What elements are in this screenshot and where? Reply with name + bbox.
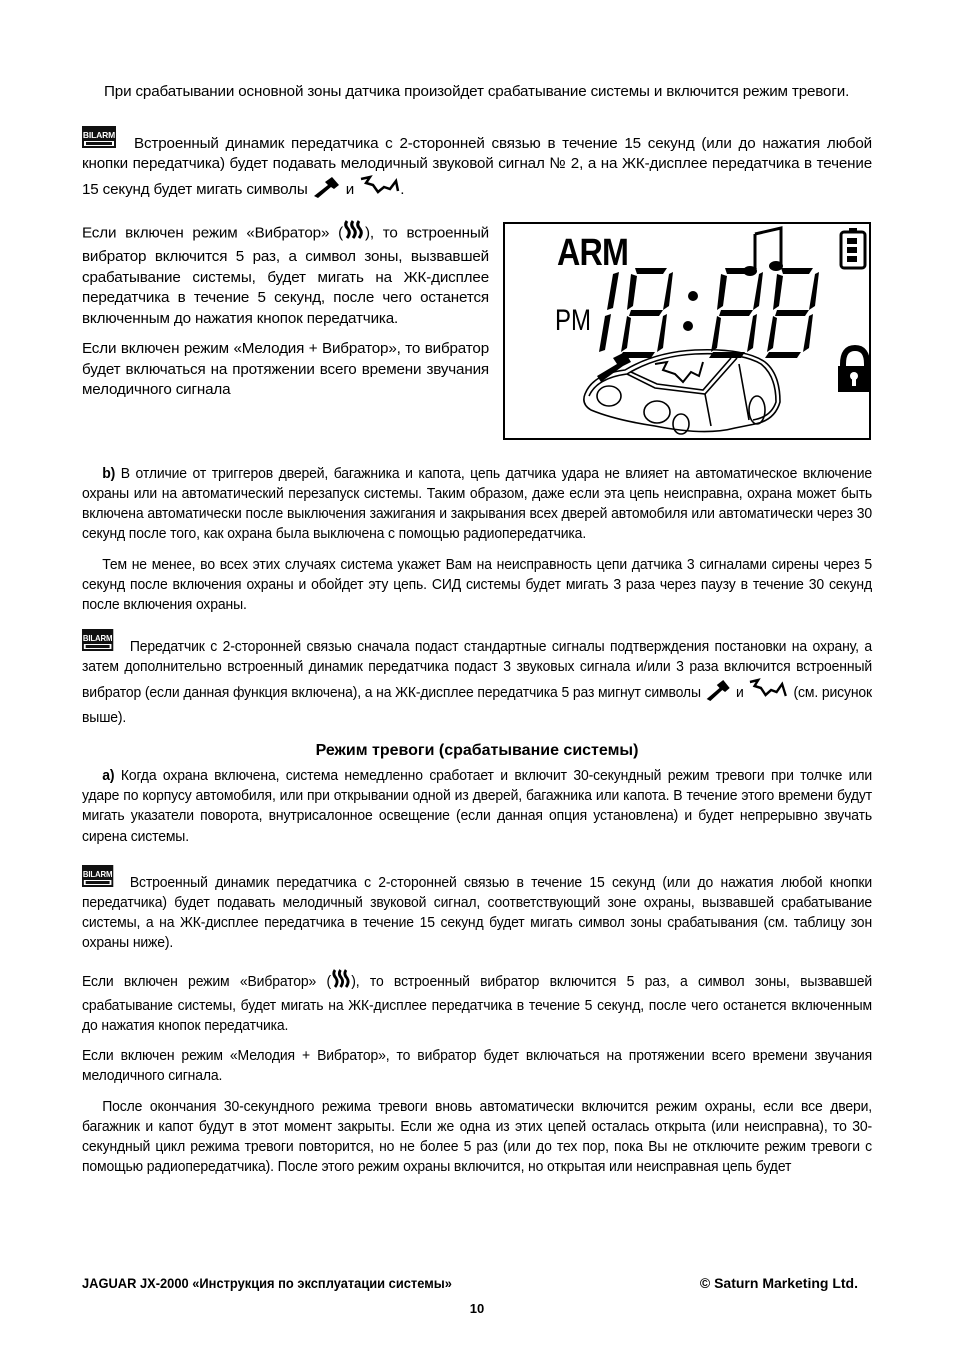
paragraph-alarm-cycle: После окончания 30-секундного режима тревоги вновь автоматически включится режим охраны, если все двери, багажник и капот будут в этот момент закрыты. Если же одна из этих цепей осталась открыта (или неисправна), то 30-секундный цикл режима тревоги повторится, но не более 5 раз (или до тех пор, пока Вы не отключите режим тревоги с помощью радиопередатчика). После этого режим охраны включится, но открытая или неисправная цепь будет: [82, 1097, 873, 1176]
paragraph-text: Встроенный динамик передатчика с 2-сторонней связью в течение 15 секунд (или до нажатия любой кнопки передатчика) будет подавать мелодичный звуковой сигнал, соответствующий зоне охраны, вызвавшей срабатывание системы, а на ЖК-дисплее передатчика в течение 15 секунд будет мигать символ зоны срабатывания (см. таблицу зон охраны ниже).: [82, 873, 873, 952]
section-heading-alarm-mode: Режим тревоги (срабатывание системы): [315, 742, 639, 760]
lcd-pm-label: PM: [555, 303, 591, 337]
footer-title: JAGUAR JX-2000 «Инструкция по эксплуатации системы»: [82, 1275, 452, 1291]
battery-icon: [841, 228, 865, 268]
paragraph-main-zone: При срабатывании основной зоны датчика произойдет срабатывание системы и включится режим тревоги.: [104, 83, 850, 100]
svg-text:BILARM: BILARM: [82, 130, 116, 141]
svg-text:BILARM: BILARM: [82, 633, 113, 644]
lcd-time-digits: [599, 268, 819, 358]
car-icon: [584, 350, 780, 434]
lcd-shock-burst-icon: [655, 362, 703, 382]
footer-copyright: © Saturn Marketing Ltd.: [699, 1275, 858, 1291]
lcd-display-figure: [503, 222, 871, 440]
paragraph-melody-vibrator-2: Если включен режим «Мелодия + Вибратор», то вибратор будет включаться на протяжении всего времени звучания мелодичного сигнала.: [82, 1047, 873, 1085]
vibrator-icon: [343, 219, 365, 248]
lock-icon: [838, 348, 869, 392]
paragraph-bilarm-speaker: [82, 126, 872, 205]
paragraph-melody-vibrator: Если включен режим «Мелодия + Вибратор», то вибратор будет включаться на протяжении всего времени звучания мелодичного сигнала: [82, 340, 489, 399]
bilarm-logo-icon: [82, 865, 122, 889]
and-text: и: [735, 683, 744, 701]
and-text: и: [345, 180, 355, 198]
paragraph-text: Если включен режим «Вибратор» (: [82, 972, 332, 990]
paragraph-text: (см. рисунок выше).: [82, 683, 873, 726]
page-number: 10: [469, 1301, 485, 1316]
item-label: b): [102, 464, 116, 482]
bilarm-logo-icon: [82, 126, 126, 150]
paragraph-alarm-trigger: [82, 766, 872, 847]
paragraph-vibrator-mode-2: [82, 968, 872, 1037]
vibrator-section: [82, 219, 872, 440]
paragraph-text: ), то встроенный вибратор включится 5 раз, а символ зоны, вызвавшей срабатывание системы, будет мигать на ЖК-дисплее передатчика в течение 5 секунд, после чего останется включенным до нажатия кнопок передатчика.: [82, 972, 873, 1035]
paragraph-text: Если включен режим «Вибратор» (: [82, 224, 343, 242]
svg-text:BILARM: BILARM: [82, 869, 113, 879]
paragraph-text: Передатчик с 2-сторонней связью сначала подаст стандартные сигналы подтверждения постановки на охрану, а затем дополнительно встроенный динамик передатчика подаст 3 звуковых сигнала и/или 3 раза включится встроенный вибратор (если данная функция включена), а на ЖК-дисплее передатчика 5 раз мигнут символы: [82, 638, 873, 701]
paragraph-bilarm-confirmation: [82, 629, 872, 728]
hammer-icon: [312, 176, 342, 204]
paragraph-text: Встроенный динамик передатчика с 2-сторонней связью в течение 15 секунд (или до нажатия любой кнопки передатчика) будет подавать мелодичный звуковой сигнал № 2, а на ЖК-дисплее передатчика в течение 15 секунд будет мигать символы: [82, 135, 872, 198]
paragraph-text: Когда охрана включена, система немедленно сработает и включит 30-секундный режим тревоги при толчке или ударе по корпусу автомобиля, или при открывании одной из дверей, багажника или капота. В течение этого времени будут мигать указатели поворота, внутрисалонное освещение (если данная опция установлена) и будет непрерывно звучать сирена системы.: [82, 767, 873, 845]
document-page: [82, 82, 872, 1188]
paragraph-shock-sensor: [82, 464, 872, 545]
paragraph-vibrator-mode: [82, 219, 489, 330]
period-text: .: [400, 180, 405, 198]
paragraph-text: В отличие от триггеров дверей, багажника и капота, цепь датчика удара не влияет на автоматическое включение охраны или на автоматический перезапуск системы. Таким образом, даже если эта цепь неисправна, охрана может быть включена автоматически после выключения зажигания и закрывания всех дверей автомобиля или автоматически через 30 секунд после того, как охрана была выключена с помощью радиопередатчика.: [82, 464, 873, 543]
vibrator-icon: [331, 968, 351, 996]
bilarm-logo-icon: [82, 629, 122, 653]
hammer-icon: [705, 679, 733, 707]
paragraph-text: ), то встроенный вибратор включится 5 раз, а символ зоны, вызвавшей срабатывание системы, будет мигать на ЖК-дисплее передатчика в течение 5 секунд, после чего останется включенным до нажатия кнопок передатчика.: [82, 224, 489, 327]
lcd-arm-label: ARM: [557, 231, 629, 274]
shock-burst-icon: [747, 678, 789, 708]
item-label: a): [102, 767, 115, 785]
paragraph-fault-indication: Тем не менее, во всех этих случаях система укажет Вам на неисправность цепи датчика 3 сигналами сирены через 5 секунд после включения охраны и обойдет эту цепь. СИД системы будет мигать 3 раза через паузу в течение 30 секунд после включения охраны.: [82, 555, 873, 614]
paragraph-bilarm-alarm: [82, 865, 872, 954]
shock-burst-icon: [358, 175, 400, 205]
